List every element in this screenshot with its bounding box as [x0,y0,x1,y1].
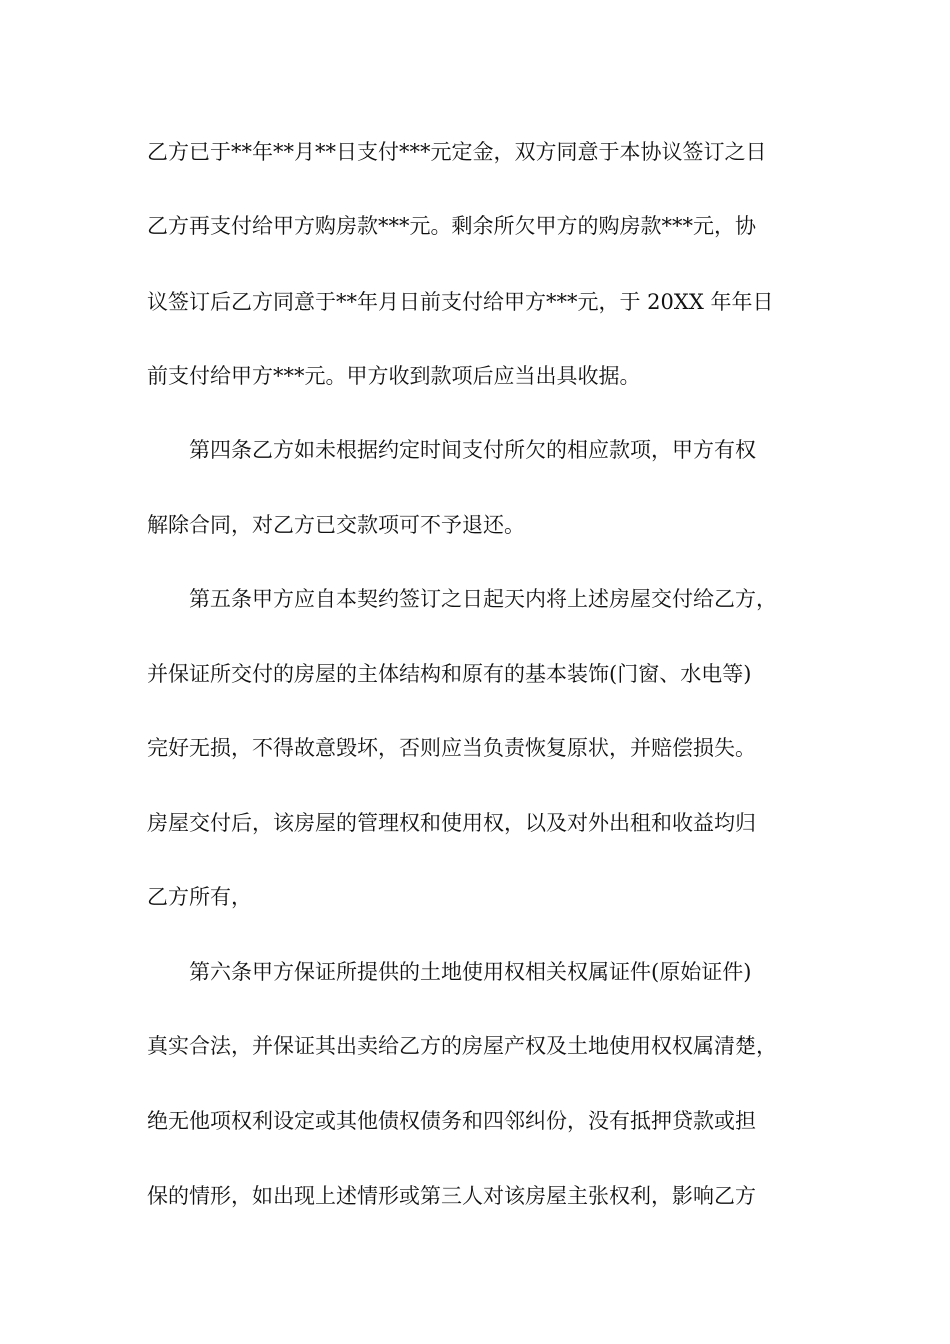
paragraph-start-line: 第四条乙方如未根据约定时间支付所欠的相应款项，甲方有权 [189,438,756,462]
text-line: 前支付给甲方***元。甲方收到款项后应当出具收据。 [147,364,641,388]
text-line: 议签订后乙方同意于**年月日前支付给甲方***元，于 20XX 年年日 [147,290,774,314]
text-line: 并保证所交付的房屋的主体结构和原有的基本装饰(门窗、水电等) [147,662,752,686]
paragraph-start-line: 第五条甲方应自本契约签订之日起天内将上述房屋交付给乙方， [189,587,777,611]
text-line: 解除合同，对乙方已交款项可不予退还。 [147,513,525,537]
text-line: 保的情形，如出现上述情形或第三人对该房屋主张权利，影响乙方 [147,1184,756,1208]
text-line: 绝无他项权利设定或其他债权债务和四邻纠份，没有抵押贷款或担 [147,1109,756,1133]
text-line: 房屋交付后，该房屋的管理权和使用权，以及对外出租和收益均归 [147,811,756,835]
text-line: 乙方已于**年**月**日支付***元定金，双方同意于本协议签订之日 [147,140,767,164]
paragraph-start-line: 第六条甲方保证所提供的土地使用权相关权属证件(原始证件) [189,960,752,984]
text-line: 完好无损，不得故意毁坏，否则应当负责恢复原状，并赔偿损失。 [147,736,756,760]
text-line: 乙方所有， [147,885,252,909]
text-line: 乙方再支付给甲方购房款***元。剩余所欠甲方的购房款***元，协 [147,214,756,238]
text-line: 真实合法，并保证其出卖给乙方的房屋产权及土地使用权权属清楚， [147,1034,777,1058]
